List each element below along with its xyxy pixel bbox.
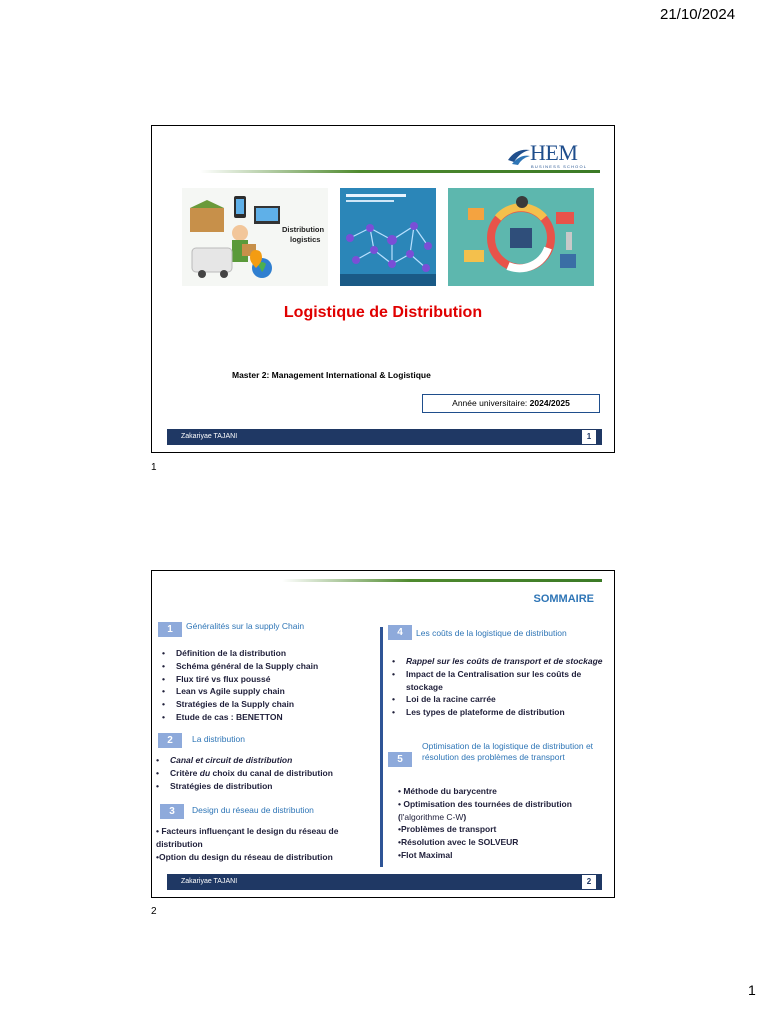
list-item: • Loi de la racine carrée xyxy=(392,693,608,706)
list-item-part: ) xyxy=(463,811,467,822)
list-item: •Résolution avec le SOLVEUR xyxy=(398,837,519,848)
list-item: • Etude de cas : BENETTON xyxy=(162,711,318,724)
footer-slide-number: 2 xyxy=(580,875,596,889)
academic-year-label: Année universitaire: xyxy=(452,398,530,408)
academic-year-box xyxy=(422,394,600,413)
list-item: • Canal et circuit de distribution xyxy=(156,754,333,767)
list-item-part: l'algorithme C-W xyxy=(400,811,464,822)
section-5-badge: 5 xyxy=(388,752,412,767)
section-2-list xyxy=(156,754,333,792)
section-1-badge: 1 xyxy=(158,622,182,637)
slide-1 xyxy=(151,125,615,453)
footer-author: Zakariyae TAJANI xyxy=(181,433,238,440)
slide-footer xyxy=(167,874,602,890)
section-2-title: La distribution xyxy=(192,734,245,744)
page-number: 1 xyxy=(748,982,756,998)
list-item: •Problèmes de transport xyxy=(398,824,497,835)
footer-author: Zakariyae TAJANI xyxy=(181,878,238,885)
supply-chain-image xyxy=(448,188,594,286)
list-item-part: du xyxy=(199,767,211,778)
green-rule xyxy=(282,579,602,582)
image-caption-1: Distribution xyxy=(282,225,325,234)
list-item xyxy=(398,798,598,824)
logo-text: HEM xyxy=(530,140,578,165)
slide-title: Logistique de Distribution xyxy=(283,304,483,321)
section-1-list xyxy=(162,647,318,724)
list-item: • Définition de la distribution xyxy=(162,647,318,660)
slide-subtitle: Master 2: Management International & Logistique xyxy=(232,370,431,380)
delivery-illustration xyxy=(182,188,328,286)
section-5-title: Optimisation de la logistique de distribution et résolution des problèmes de transport xyxy=(422,741,594,762)
list-item-part: choix du canal de distribution xyxy=(210,767,333,778)
list-item: • Stratégies de la Supply chain xyxy=(162,698,318,711)
list-item: • Flux tiré vs flux poussé xyxy=(162,673,318,686)
section-2-badge: 2 xyxy=(158,733,182,748)
network-illustration xyxy=(340,188,436,286)
section-4-title: Les coûts de la logistique de distribution xyxy=(416,628,567,638)
list-item: • Impact de la Centralisation sur les coûts de stockage xyxy=(392,668,608,694)
image-caption-2: logistics xyxy=(290,235,321,244)
slide-1-label: 1 xyxy=(151,462,157,473)
section-4-badge: 4 xyxy=(388,625,412,640)
list-item: • Facteurs influençant le design du réseau de distribution xyxy=(156,826,339,849)
section-4-list xyxy=(392,655,608,719)
section-3-badge: 3 xyxy=(160,804,184,819)
footer-slide-number: 1 xyxy=(580,430,596,444)
slide-2 xyxy=(151,570,615,898)
header-date: 21/10/2024 xyxy=(660,6,736,23)
list-item: • Méthode du barycentre xyxy=(398,786,497,796)
slide-footer xyxy=(167,429,602,445)
section-5-list xyxy=(398,785,598,862)
sommaire-heading: SOMMAIRE xyxy=(533,593,594,605)
list-item: • Stratégies de distribution xyxy=(156,780,333,793)
hem-logo xyxy=(508,138,596,174)
slide-2-label: 2 xyxy=(151,906,157,917)
list-item: • Lean vs Agile supply chain xyxy=(162,685,318,698)
list-item: • Rappel sur les coûts de transport et de stockage xyxy=(392,655,608,668)
supply-chain-illustration xyxy=(448,188,594,286)
distribution-logistics-image xyxy=(182,188,328,286)
section-3-title: Design du réseau de distribution xyxy=(192,805,314,815)
section-1-title: Généralités sur la supply Chain xyxy=(186,621,305,631)
list-item: • Schéma général de la Supply chain xyxy=(162,660,318,673)
list-item: •Flot Maximal xyxy=(398,849,453,860)
list-item-part: • Optimisation des tournées de distribution ( xyxy=(398,798,572,822)
list-item: • Les types de plateforme de distribution xyxy=(392,706,608,719)
list-item: •Option du design du réseau de distribution xyxy=(156,851,333,862)
network-image xyxy=(340,188,436,286)
list-item xyxy=(156,767,333,780)
academic-year-value: 2024/2025 xyxy=(529,398,570,408)
list-item-part: Critère xyxy=(170,767,200,778)
logo-subtext: BUSINESS SCHOOL xyxy=(531,164,588,169)
section-3-list xyxy=(156,825,374,863)
column-divider xyxy=(380,627,383,867)
hem-logo-icon xyxy=(508,144,530,166)
